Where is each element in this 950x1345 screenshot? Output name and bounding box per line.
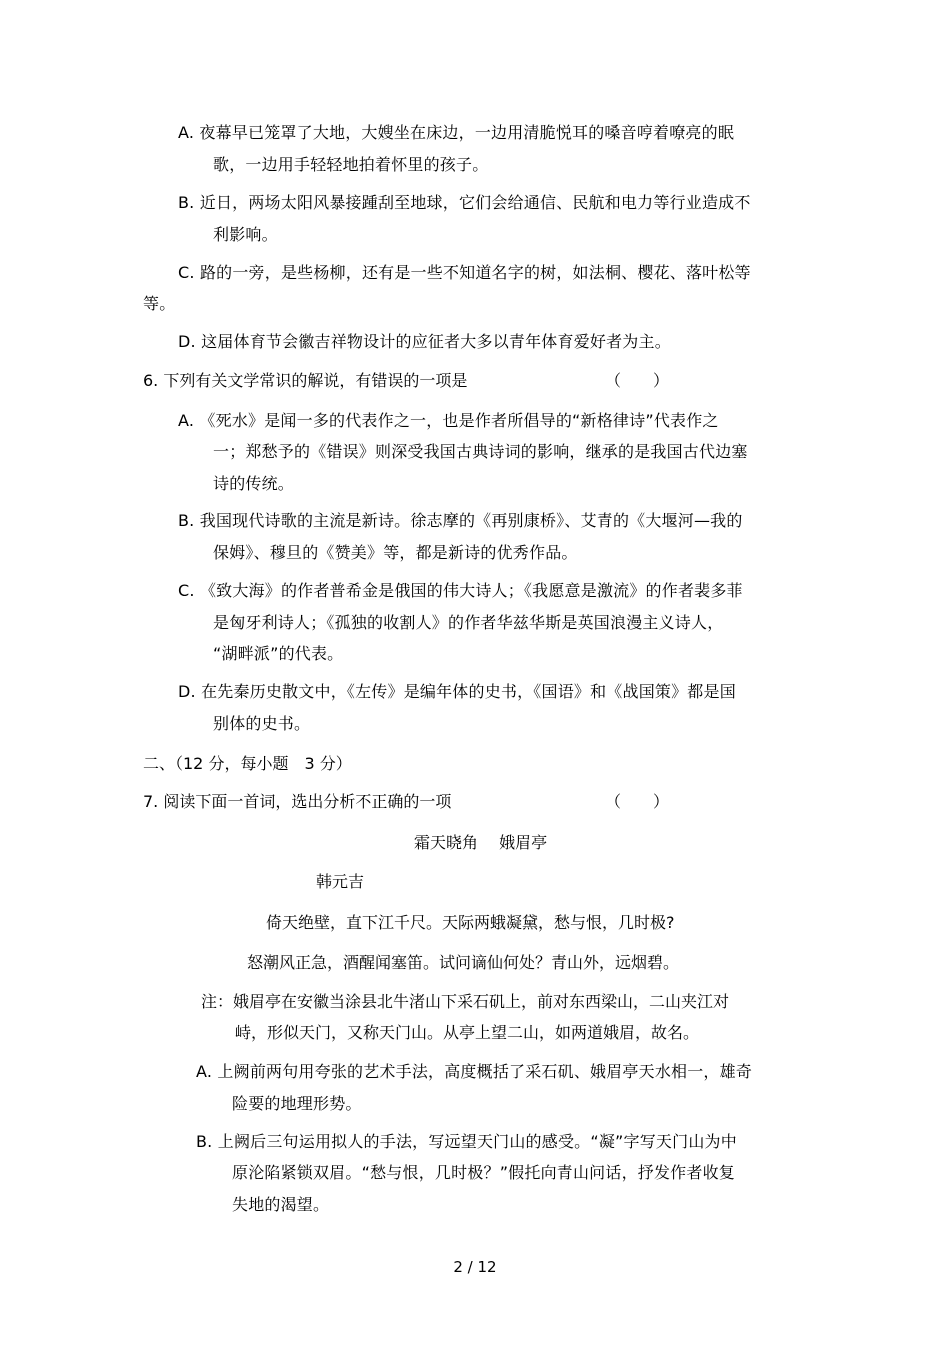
poem-note-line1: 注：娥眉亭在安徽当涂县北牛渚山下采石矶上，前对东西梁山，二山夹江对 [201, 992, 730, 1011]
q6-option-a-line3: 诗的传统。 [213, 474, 295, 493]
q6-option-b-line2: 保姆》、穆旦的《赞美》等，都是新诗的优秀作品。 [213, 543, 578, 562]
q6-stem: 6. 下列有关文学常识的解说，有错误的一项是 [143, 371, 468, 390]
q7-option-a-line2: 险要的地理形势。 [232, 1094, 362, 1113]
q7-stem: 7. 阅读下面一首词，选出分析不正确的一项 [143, 792, 452, 811]
poem-author: 韩元吉 [316, 872, 365, 891]
q5-option-d: D. 这届体育节会徽吉祥物设计的应征者大多以青年体育爱好者为主。 [178, 332, 671, 351]
q5-option-a-line2: 歌，一边用手轻轻地拍着怀里的孩子。 [213, 155, 489, 174]
q6-answer-paren: （ ） [605, 371, 670, 390]
q5-option-c-line1: C. 路的一旁，是些杨柳，还有是一些不知道名字的树，如法桐、樱花、落叶松等 [178, 263, 751, 282]
poem-line-2: 怒潮风正急，酒醒闻塞笛。试问谪仙何处？青山外，远烟碧。 [247, 953, 680, 972]
poem-line-1: 倚天绝壁，直下江千尺。天际两蛾凝黛，愁与恨，几时极? [266, 913, 675, 932]
q6-option-a-line2: 一；郑愁予的《错误》则深受我国古典诗词的影响，继承的是我国古代边塞 [213, 442, 748, 461]
q7-option-b-line3: 失地的渴望。 [232, 1195, 330, 1214]
q7-answer-paren: （ ） [605, 792, 670, 811]
q6-option-c-line3: “湖畔派”的代表。 [213, 644, 344, 663]
q6-option-a-line1: A. 《死水》是闻一多的代表作之一，也是作者所倡导的“新格律诗”代表作之 [178, 411, 719, 430]
q7-option-b-line1: B. 上阙后三句运用拟人的手法，写远望天门山的感受。“凝”字写天门山为中 [196, 1132, 737, 1151]
q6-option-d-line2: 别体的史书。 [213, 714, 311, 733]
q6-option-d-line1: D. 在先秦历史散文中，《左传》是编年体的史书，《国语》和《战国策》都是国 [178, 682, 736, 701]
q5-option-c-line2: 等。 [143, 294, 176, 313]
q7-option-b-line2: 原沦陷紧锁双眉。“愁与恨，几时极？”假托向青山问话，抒发作者收复 [232, 1163, 735, 1182]
section-2-heading: 二、（12 分，每小题 3 分） [143, 754, 352, 773]
q5-option-b-line1: B. 近日，两场太阳风暴接踵刮至地球，它们会给通信、民航和电力等行业造成不 [178, 193, 751, 212]
q6-option-c-line1: C. 《致大海》的作者普希金是俄国的伟大诗人；《我愿意是激流》的作者裴多菲 [178, 581, 743, 600]
q5-option-b-line2: 利影响。 [213, 225, 278, 244]
q6-option-b-line1: B. 我国现代诗歌的主流是新诗。徐志摩的《再别康桥》、艾青的《大堰河—我的 [178, 511, 743, 530]
poem-note-line2: 峙，形似天门，又称天门山。从亭上望二山，如两道娥眉，故名。 [235, 1023, 700, 1042]
q7-option-a-line1: A. 上阙前两句用夸张的艺术手法，高度概括了采石矶、娥眉亭天水相一，雄奇 [196, 1062, 753, 1081]
poem-title: 霜天晓角 娥眉亭 [414, 833, 548, 852]
page-number: 2 / 12 [453, 1258, 497, 1276]
q5-option-a-line1: A. 夜幕早已笼罩了大地，大嫂坐在床边，一边用清脆悦耳的嗓音哼着嘹亮的眠 [178, 123, 735, 142]
q6-option-c-line2: 是匈牙利诗人；《孤独的收割人》的作者华兹华斯是英国浪漫主义诗人， [213, 613, 724, 632]
